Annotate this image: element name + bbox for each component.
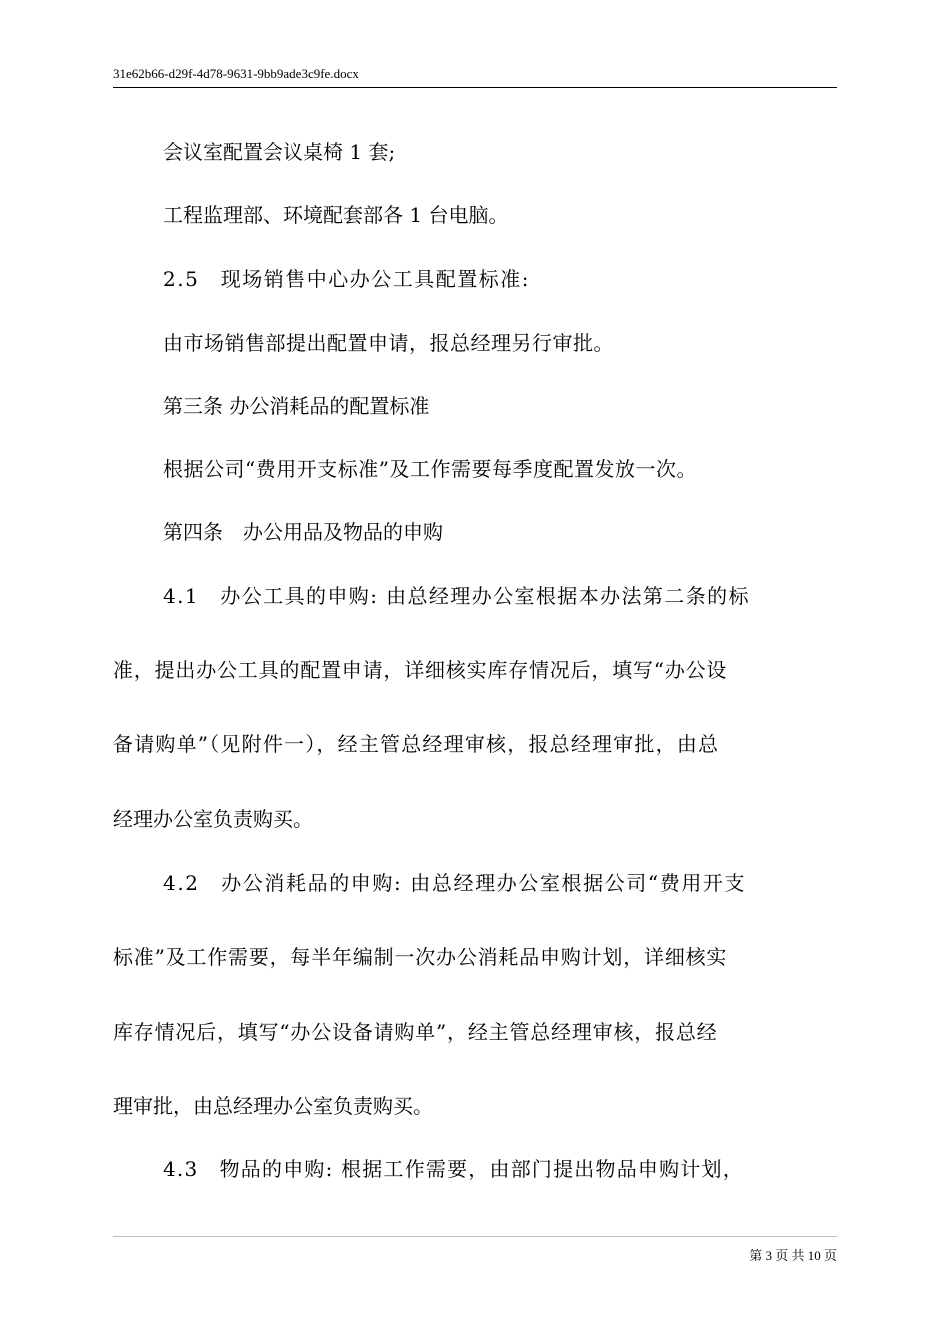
- paragraph-line: 理审批，由总经理办公室负责购买。: [113, 1094, 433, 1118]
- article-heading: 第四条 办公用品及物品的申购: [163, 520, 443, 544]
- paragraph-line: 备请购单”（见附件一），经主管总经理审核，报总经理审批，由总: [113, 732, 720, 756]
- footer-divider: [113, 1236, 837, 1237]
- body-line: 工程监理部、环境配套部各 1 台电脑。: [163, 203, 509, 227]
- page-number: 第 3 页 共 10 页: [749, 1248, 837, 1263]
- section-heading: 2.5 现场销售中心办公工具配置标准:: [163, 267, 531, 291]
- paragraph-line: 4.2 办公消耗品的申购: 由总经理办公室根据公司“费用开支: [163, 871, 747, 895]
- body-line: 由市场销售部提出配置申请，报总经理另行审批。: [163, 331, 614, 355]
- article-heading: 第三条 办公消耗品的配置标准: [163, 394, 430, 418]
- header-divider: [113, 87, 837, 88]
- paragraph-line: 4.1 办公工具的申购: 由总经理办公室根据本办法第二条的标: [163, 584, 750, 608]
- paragraph-line: 准，提出办公工具的配置申请，详细核实库存情况后，填写“办公设: [113, 658, 728, 682]
- header-filename: 31e62b66-d29f-4d78-9631-9bb9ade3c9fe.docx: [113, 66, 359, 81]
- body-line: 会议室配置会议桌椅 1 套;: [163, 140, 396, 164]
- paragraph-line: 经理办公室负责购买。: [113, 807, 313, 831]
- paragraph-line: 4.3 物品的申购: 根据工作需要，由部门提出物品申购计划，: [163, 1157, 744, 1181]
- paragraph-line: 库存情况后，填写“办公设备请购单”，经主管总经理审核，报总经: [113, 1020, 718, 1044]
- paragraph-line: 标准”及工作需要，每半年编制一次办公消耗品申购计划，详细核实: [113, 945, 728, 969]
- body-line: 根据公司“费用开支标准”及工作需要每季度配置发放一次。: [163, 457, 697, 481]
